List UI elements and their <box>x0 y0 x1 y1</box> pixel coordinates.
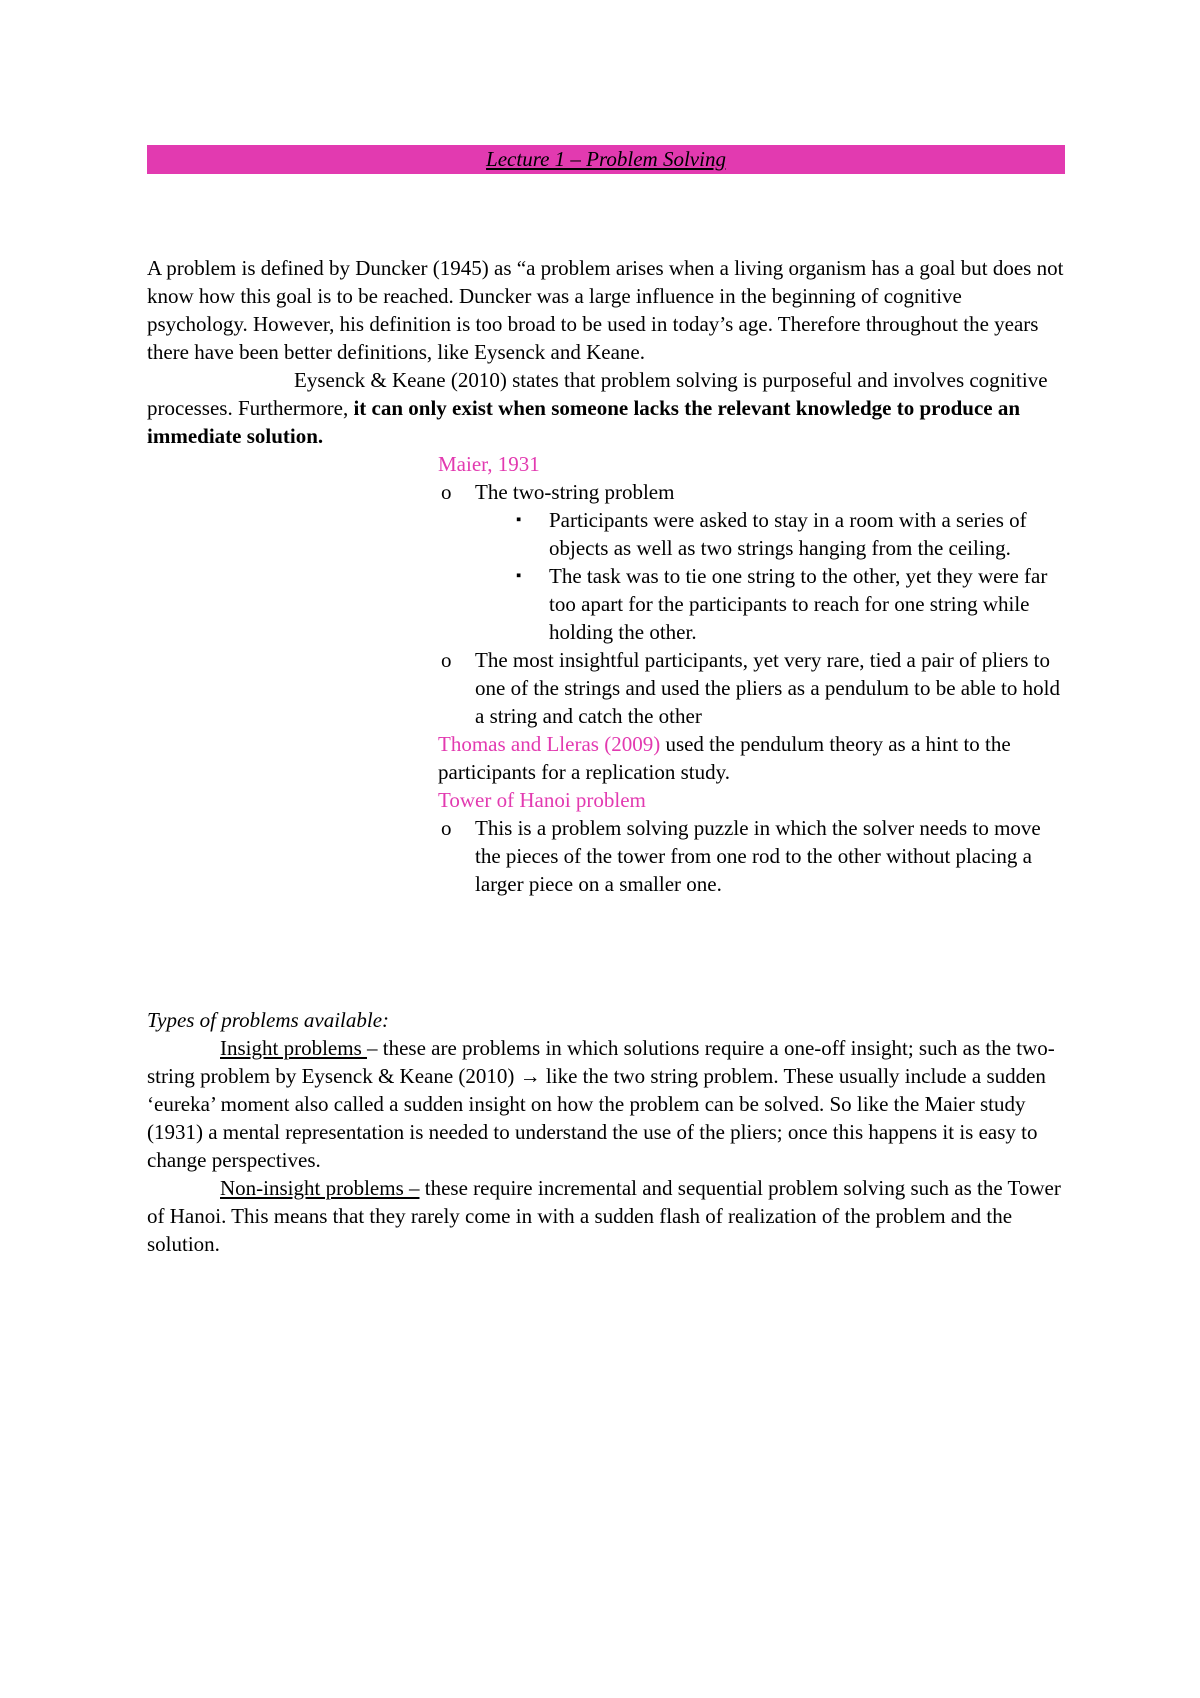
circle-bullet-icon: o <box>441 648 452 672</box>
square-bullet-icon: ▪ <box>516 568 522 584</box>
intro-paragraph: A problem is defined by Duncker (1945) as “a problem arises when a living organism has a goal but does not know how this goal is to be reached. Duncker was a large influence in the beginning of cognitive psychology. However, his definition is too broad to be used in today’s age. Therefore throughout the years there have been better definitions, like Eysenck and Keane. <box>147 256 1064 364</box>
list-item-text: The most insightful participants, yet very rare, tied a pair of pliers to one of the strings and used the pliers as a pendulum to be able to hold a string and catch the other <box>475 648 1060 728</box>
arrow-icon: → <box>519 1064 541 1088</box>
circle-bullet-icon: o <box>441 816 452 840</box>
circle-bullet-icon: o <box>441 480 452 504</box>
thomas-citation: Thomas and Lleras (2009) <box>438 732 661 756</box>
list-item-text: This is a problem solving puzzle in which the solver needs to move the pieces of the tower from one rod to the other without placing a larger piece on a smaller one. <box>475 816 1041 896</box>
eysenck-bold-text: it can only exist when someone lacks the relevant knowledge to produce an immediate solution. <box>147 396 1021 448</box>
list-item-text: The two-string problem <box>475 480 675 504</box>
types-heading: Types of problems available: <box>147 1008 390 1032</box>
noninsight-text: these require incremental and sequential problem solving such as the Tower of Hanoi. This means that they rarely come in with a sudden flash of realization of the problem and the solution. <box>147 1176 1061 1256</box>
list-item <box>438 478 1065 506</box>
sub-list-item <box>512 506 1065 562</box>
noninsight-paragraph <box>147 1174 1065 1258</box>
insight-text-b: like the two string problem. These usually include a sudden ‘eureka’ moment also called a sudden insight on how the problem can be solved. So like the Maier study (1931) a mental representation is needed to understand the use of the pliers; once this happens it is easy to change perspectives. <box>147 1064 1046 1172</box>
square-bullet-icon: ▪ <box>516 512 522 528</box>
noninsight-label: Non-insight problems – <box>220 1176 420 1200</box>
sub-list-item <box>512 562 1065 646</box>
insight-paragraph <box>147 1034 1065 1174</box>
document-page <box>147 145 1065 1258</box>
list-item <box>438 646 1065 730</box>
lecture-title: Lecture 1 – Problem Solving <box>147 145 1065 174</box>
eysenck-paragraph <box>147 366 1065 450</box>
sub-list-item-text: The task was to tie one string to the other, yet they were far too apart for the participants to reach for one string while holding the other. <box>549 564 1048 644</box>
eysenck-text: Eysenck & Keane (2010) states that problem solving is purposeful and involves cognitive processes. Furthermore, <box>147 368 1048 420</box>
hanoi-heading: Tower of Hanoi problem <box>438 788 646 812</box>
list-item <box>438 814 1065 898</box>
insight-text-a: – these are problems in which solutions require a one-off insight; such as the two-string problem by Eysenck & Keane (2010) <box>147 1036 1055 1088</box>
thomas-text: used the pendulum theory as a hint to the participants for a replication study. <box>438 732 1011 784</box>
maier-heading: Maier, 1931 <box>438 452 540 476</box>
sub-list-item-text: Participants were asked to stay in a room with a series of objects as well as two strings hanging from the ceiling. <box>549 508 1027 560</box>
insight-label: Insight problems <box>220 1036 367 1060</box>
thomas-paragraph <box>438 730 1065 786</box>
